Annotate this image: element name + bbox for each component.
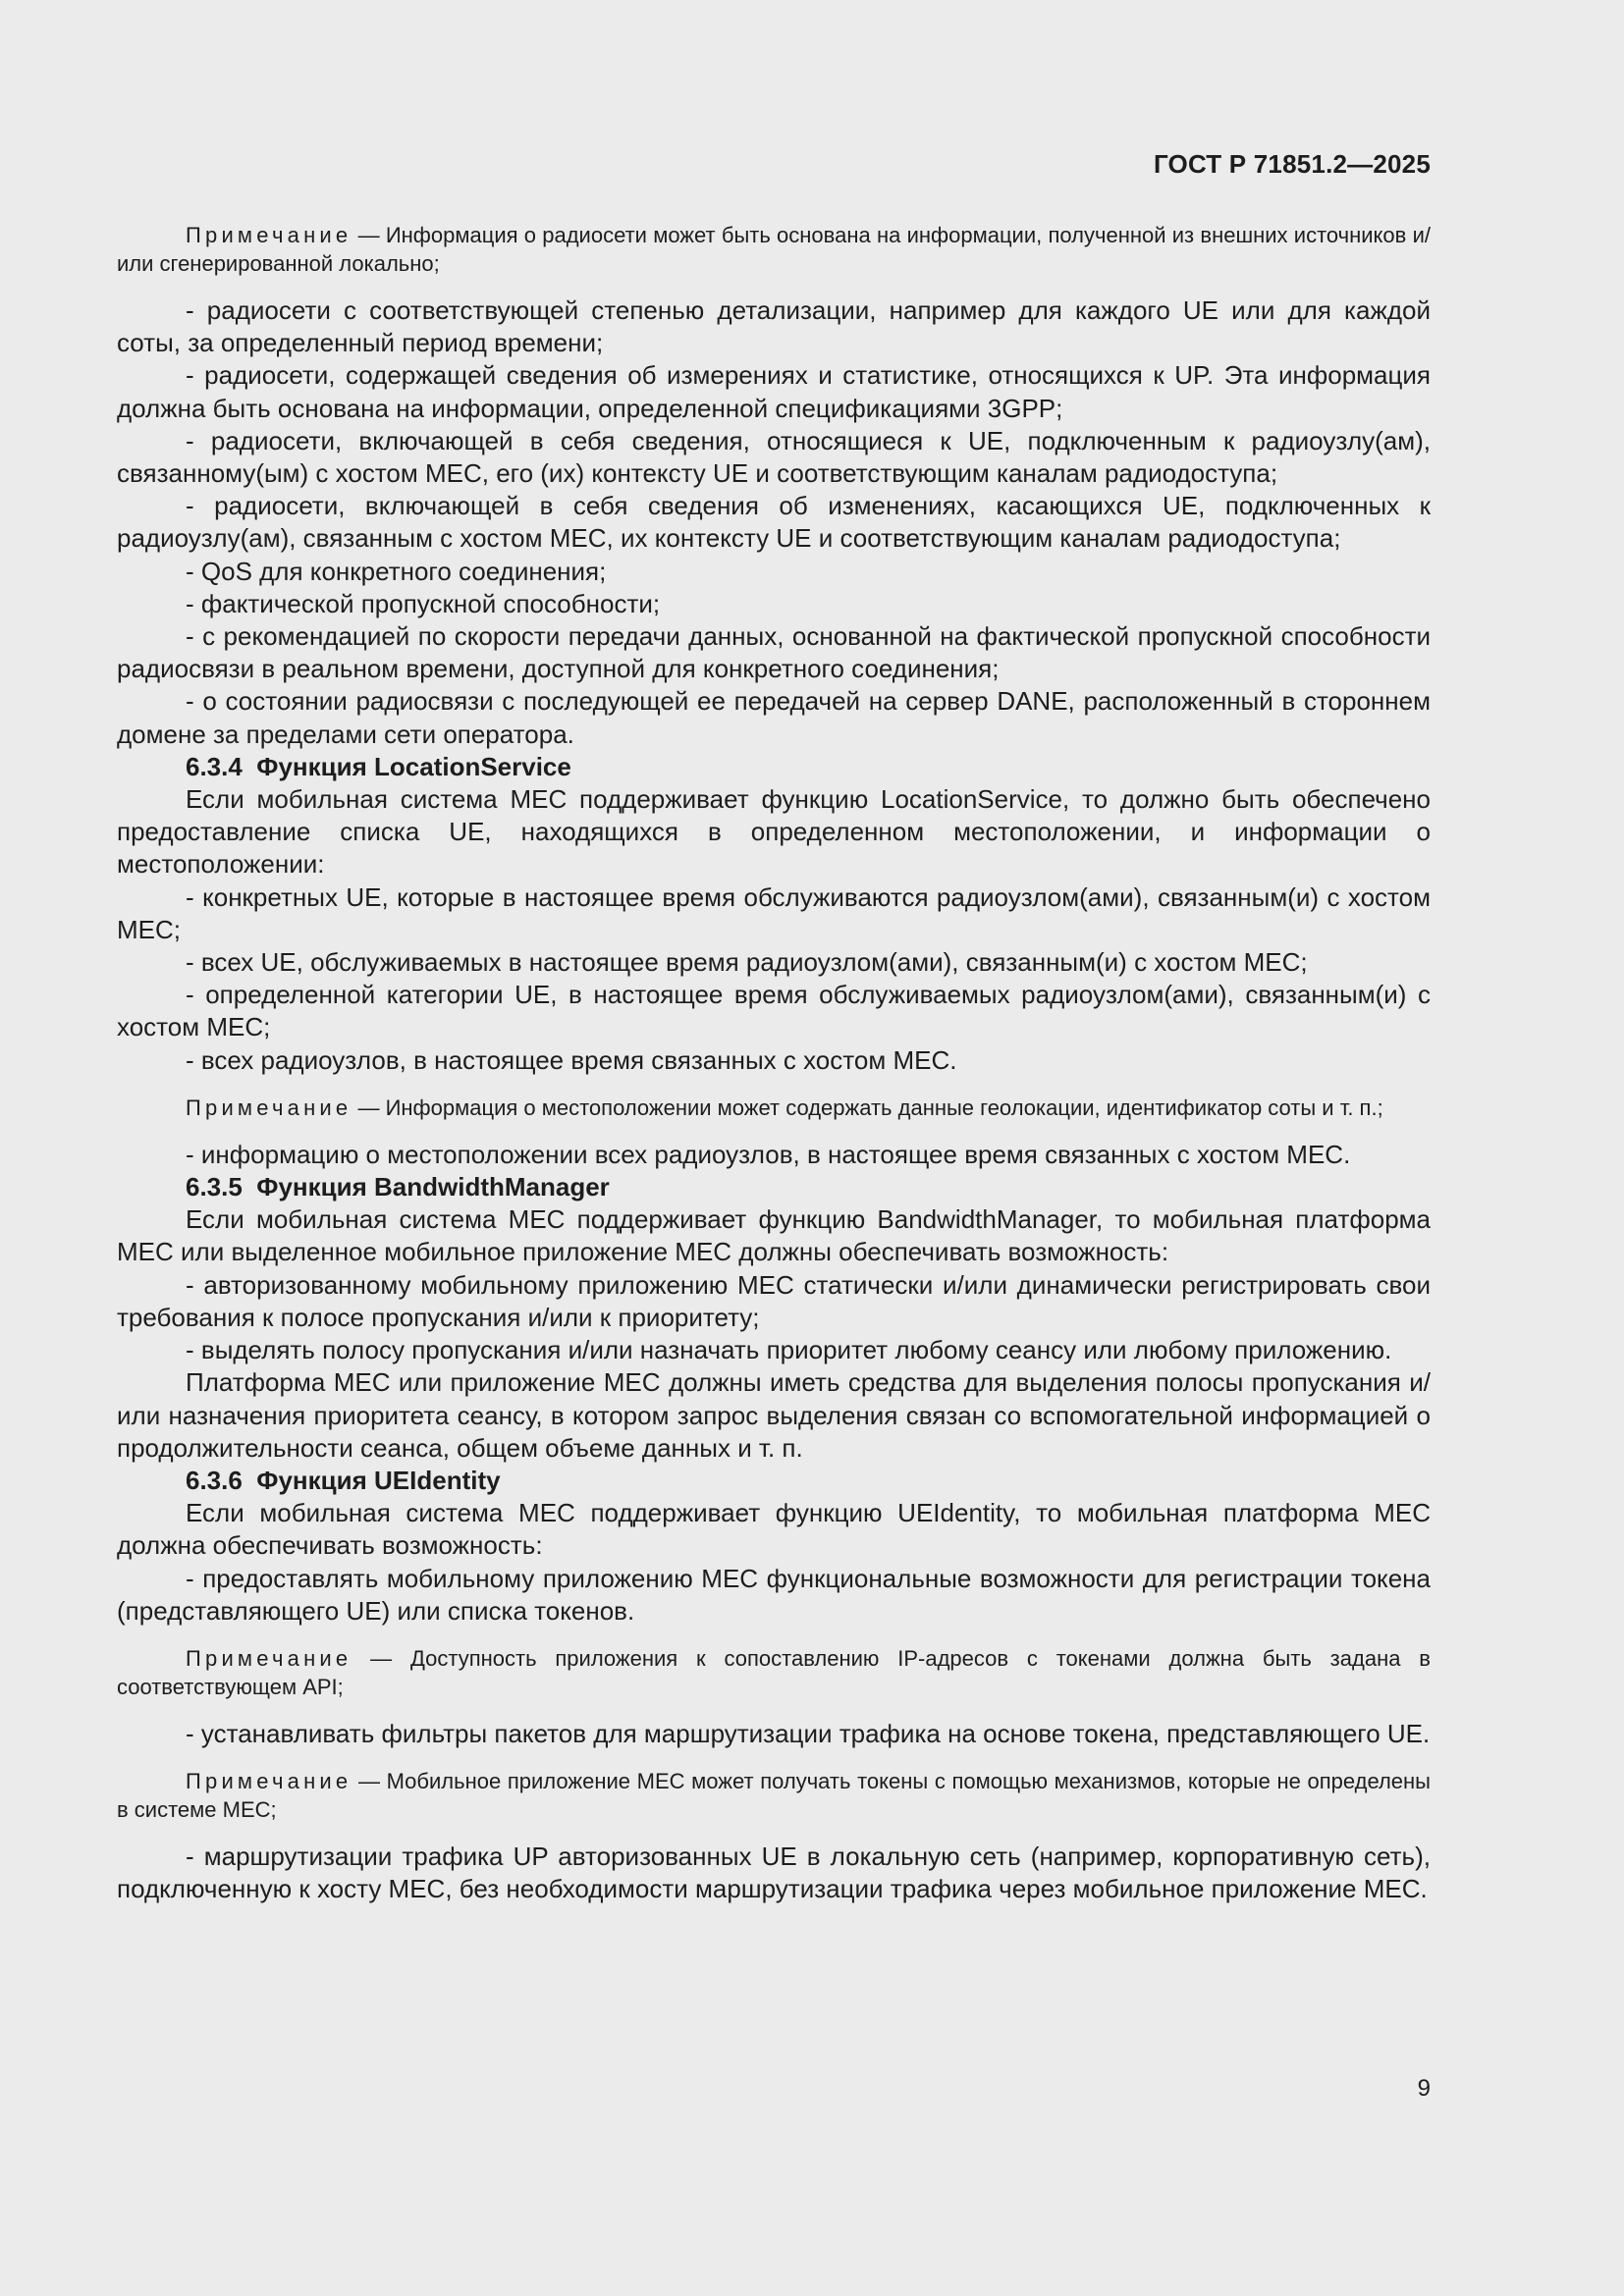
- body-paragraph: - авторизованному мобильному приложению МЕС статически и/или динамически регистрировать свои требования к полосе пропускания и/или к приоритету;: [117, 1269, 1431, 1332]
- body-paragraph: Платформа МЕС или приложение МЕС должны иметь средства для выделения полосы пропускания и/или назначения приоритета сеансу, в котором запрос выделения связан со вспомогательной информацией о продолжительности сеанса, общем объеме данных и т. п.: [117, 1367, 1431, 1463]
- body-paragraph: - фактической пропускной способности;: [186, 588, 661, 618]
- body-paragraph: - предоставлять мобильному приложению МЕС функциональные возможности для регистрации токена (представляющего UE) или списка токенов.: [117, 1563, 1431, 1626]
- body-paragraph: - QoS для конкретного соединения;: [186, 556, 607, 586]
- body-paragraph: - о состоянии радиосвязи с последующей ее передачей на сервер DANE, расположенный в стороннем домене за пределами сети оператора.: [117, 686, 1431, 749]
- note-label: Примечание: [186, 1769, 352, 1794]
- note-text: — Мобильное приложение МЕС может получать токены с помощью механизмов, которые не определены в системе МЕС;: [117, 1769, 1431, 1823]
- body-paragraph: - определенной категории UE, в настоящее время обслуживаемых радиоузлом(ами), связанным(и) с хостом МЕС;: [117, 980, 1431, 1042]
- body-paragraph: - информацию о местоположении всех радиоузлов, в настоящее время связанных с хостом МЕС.: [186, 1139, 1351, 1169]
- body-paragraph: - радиосети с соответствующей степенью детализации, например для каждого UE или для каждой соты, за определенный период времени;: [117, 295, 1431, 358]
- body-paragraph: - радиосети, содержащей сведения об измерениях и статистике, относящихся к UP. Эта информация должна быть основана на информации, определенной спецификациями 3GPP;: [117, 360, 1431, 423]
- section-heading: 6.3.6 Функция UEIdentity: [186, 1465, 501, 1495]
- note-label: Примечание: [186, 1645, 352, 1671]
- note-paragraph: [117, 1644, 1431, 1701]
- note-paragraph: [117, 1094, 1431, 1122]
- body-paragraph: - устанавливать фильтры пакетов для маршрутизации трафика на основе токена, представляющего UE.: [186, 1718, 1431, 1748]
- note-label: Примечание: [186, 223, 352, 247]
- body-paragraph: - радиосети, включающей в себя сведения об изменениях, касающихся UE, подключенных к радиоузлу(ам), связанным с хостом МЕС, их контексту UE и соответствующим каналам радиодоступа;: [117, 491, 1431, 554]
- body-paragraph: Если мобильная система МЕС поддерживает функцию LocationService, то должно быть обеспечено предоставление списка UE, находящихся в определенном местоположении, и информации о местоположении:: [117, 784, 1431, 880]
- page-number: 9: [1417, 2075, 1431, 2102]
- note-text: — Доступность приложения к сопоставлению IP-адресов с токенами должна быть задана в соответствующем API;: [117, 1645, 1431, 1699]
- document-body: [117, 221, 1431, 1906]
- body-paragraph: - с рекомендацией по скорости передачи данных, основанной на фактической пропускной способности радиосвязи в реальном времени, доступной для конкретного соединения;: [117, 621, 1431, 684]
- section-heading: 6.3.4 Функция LocationService: [186, 751, 571, 781]
- body-paragraph: Если мобильная система МЕС поддерживает функцию UEIdentity, то мобильная платформа МЕС должна обеспечивать возможность:: [117, 1498, 1431, 1561]
- note-text: — Информация о местоположении может содержать данные геолокации, идентификатор соты и т. п.;: [352, 1095, 1383, 1120]
- note-paragraph: [117, 1767, 1431, 1824]
- body-paragraph: - маршрутизации трафика UP авторизованных UE в локальную сеть (например, корпоративную сеть), подключенную к хосту МЕС, без необходимости маршрутизации трафика через мобильное приложение МЕС.: [117, 1842, 1431, 1904]
- body-paragraph: Если мобильная система МЕС поддерживает функцию BandwidthManager, то мобильная платформа МЕС или выделенное мобильное приложение МЕС должны обеспечивать возможность:: [117, 1204, 1431, 1267]
- body-paragraph: - радиосети, включающей в себя сведения, относящиеся к UE, подключенным к радиоузлу(ам), связанному(ым) с хостом МЕС, его (их) контексту UE и соответствующим каналам радиодоступа;: [117, 425, 1431, 489]
- section-heading: 6.3.5 Функция BandwidthManager: [186, 1172, 610, 1202]
- document-id: ГОСТ Р 71851.2—2025: [1153, 149, 1431, 179]
- body-paragraph: - всех UE, обслуживаемых в настоящее время радиоузлом(ами), связанным(и) с хостом МЕС;: [186, 947, 1308, 978]
- note-label: Примечание: [186, 1095, 352, 1120]
- note-paragraph: [117, 221, 1431, 278]
- body-paragraph: - всех радиоузлов, в настоящее время связанных с хостом МЕС.: [186, 1044, 957, 1075]
- body-paragraph: - выделять полосу пропускания и/или назначать приоритет любому сеансу или любому приложению.: [186, 1335, 1392, 1365]
- body-paragraph: - конкретных UE, которые в настоящее время обслуживаются радиоузлом(ами), связанным(и) с хостом МЕС;: [117, 881, 1431, 944]
- note-text: — Информация о радиосети может быть основана на информации, полученной из внешних источников и/или сгенерированной локально;: [117, 223, 1431, 276]
